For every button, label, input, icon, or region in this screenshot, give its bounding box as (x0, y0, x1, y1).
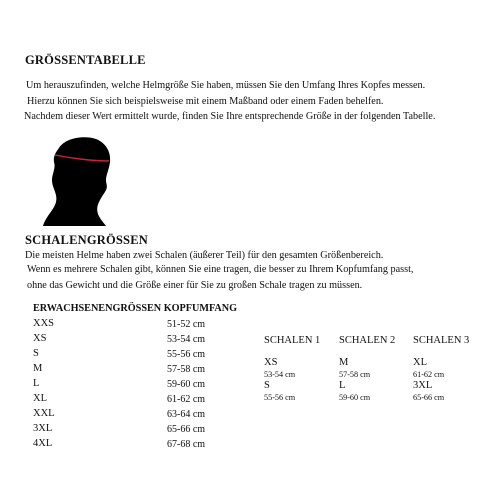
size-range: 67-68 cm (167, 439, 206, 450)
size-range: 53-54 cm (167, 334, 206, 345)
size-label: L (33, 378, 40, 389)
shell-range: 53-54 cm (264, 370, 296, 379)
size-label: XXL (33, 408, 55, 419)
size-range: 55-56 cm (167, 349, 206, 360)
size-label: 4XL (33, 438, 53, 449)
size-label: XXS (33, 318, 55, 329)
shells-line-3: ohne das Gewicht und die Größe einer für Sie zu großen Schale tragen zu müssen. (27, 280, 363, 291)
size-range: 51-52 cm (167, 319, 206, 330)
shell-size: M (339, 357, 349, 368)
size-label: XS (33, 333, 47, 344)
size-range: 63-64 cm (167, 409, 206, 420)
shells-line-2: Wenn es mehrere Schalen gibt, können Sie eine tragen, die besser zu Ihrem Kopfumfang passt, (27, 264, 414, 275)
shell-1-header: SCHALEN 1 (264, 335, 321, 346)
shells-line-1: Die meisten Helme haben zwei Schalen (äußerer Teil) für den gesamten Größenbereich. (25, 250, 384, 261)
size-label: M (33, 363, 43, 374)
shell-3-header: SCHALEN 3 (413, 335, 470, 346)
shell-size: L (339, 380, 346, 391)
size-label: XL (33, 393, 47, 404)
size-range: 59-60 cm (167, 379, 206, 390)
shells-title: SCHALENGRÖSSEN (25, 233, 148, 247)
shell-range: 59-60 cm (339, 393, 371, 402)
shell-range: 61-62 cm (413, 370, 445, 379)
size-table-header: ERWACHSENENGRÖSSEN KOPFUMFANG (33, 303, 238, 314)
size-range: 65-66 cm (167, 424, 206, 435)
size-label: 3XL (33, 423, 53, 434)
shell-range: 57-58 cm (339, 370, 371, 379)
page-title: GRÖSSENTABELLE (25, 53, 146, 67)
head-silhouette-icon (40, 134, 118, 226)
shell-range: 55-56 cm (264, 393, 296, 402)
shell-size: XL (413, 357, 427, 368)
shell-size: S (264, 380, 270, 391)
shell-size: 3XL (413, 380, 433, 391)
size-range: 61-62 cm (167, 394, 206, 405)
intro-line-1: Um herauszufinden, welche Helmgröße Sie haben, müssen Sie den Umfang Ihres Kopfes messen. (26, 80, 426, 91)
size-label: S (33, 348, 39, 359)
shell-2-header: SCHALEN 2 (339, 335, 396, 346)
shell-size: XS (264, 357, 278, 368)
intro-line-3: Nachdem dieser Wert ermittelt wurde, finden Sie Ihre entsprechende Größe in der folgenden Tabelle. (24, 111, 436, 122)
intro-line-2: Hierzu können Sie sich beispielsweise mit einem Maßband oder einem Faden behelfen. (27, 96, 384, 107)
shell-range: 65-66 cm (413, 393, 445, 402)
size-range: 57-58 cm (167, 364, 206, 375)
